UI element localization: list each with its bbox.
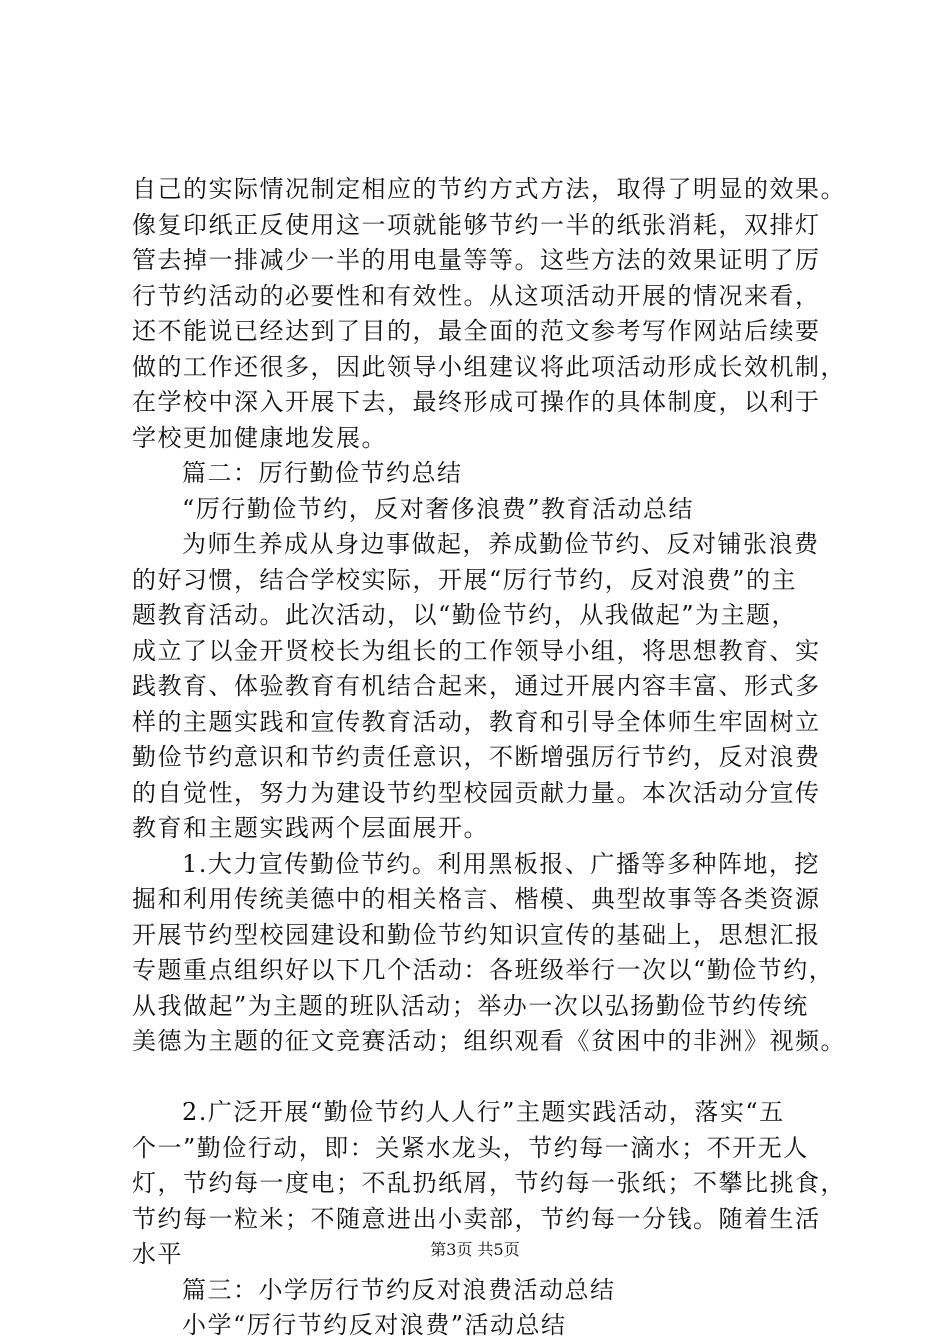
text-line: 专题重点组织好以下几个活动：各班级举行一次以“勤俭节约， [132,956,835,984]
text-line: 在学校中深入开展下去，最终形成可操作的具体制度，以利于 [132,388,821,416]
blank-line [132,1060,852,1096]
text-line: 2.广泛开展“勤俭节约人人行”主题实践活动，落实“五 [182,1098,785,1126]
page-footer: 第3页 共5页 [430,1240,520,1259]
text-line: 篇三：小学厉行节约反对浪费活动总结 [182,1275,616,1304]
text-line: 的自觉性，努力为建设节约型校园贡献力量。本次活动分宣传 [132,778,821,807]
text-line: 灯，节约每一度电；不乱扔纸屑，节约每一张纸；不攀比挑食， [132,1169,846,1197]
document-body [132,172,852,1344]
text-line: 掘和利用传统美德中的相关格言、楷模、典型故事等各类资源 [132,885,821,913]
text-line: 还不能说已经达到了目的，最全面的范文参考写作网站后续要 [132,317,821,345]
text-line: 从我做起”为主题的班队活动；举办一次以弘扬勤俭节约传统 [132,991,809,1020]
text-line: 学校更加健康地发展。 [132,423,387,452]
text-line: 个一”勤俭行动，即：关紧水龙头，节约每一滴水；不开无人 [132,1133,809,1162]
text-line: 水平 [132,1240,183,1268]
text-line: 题教育活动。此次活动，以“勤俭节约，从我做起”为主题， [132,601,798,629]
text-line: 像复印纸正反使用这一项就能够节约一半的纸张消耗，双排灯 [132,210,821,239]
text-line: 勤俭节约意识和节约责任意识，不断增强厉行节约，反对浪费 [132,743,821,771]
text-line: 管去掉一排减少一半的用电量等等。这些方法的效果证明了厉 [132,246,821,274]
text-line: 小学“厉行节约反对浪费”活动总结 [182,1311,567,1339]
text-line: 1.大力宣传勤俭节约。利用黑板报、广播等多种阵地，挖 [182,849,820,878]
text-line: “厉行勤俭节约，反对奢侈浪费”教育活动总结 [182,494,695,523]
text-line: 篇二：厉行勤俭节约总结 [182,459,463,487]
text-line: 行节约活动的必要性和有效性。从这项活动开展的情况来看， [132,281,821,310]
text-line: 节约每一粒米；不随意进出小卖部，节约每一分钱。随着生活 [132,1204,821,1233]
text-line: 自己的实际情况制定相应的节约方式方法，取得了明显的效果。 [132,175,846,203]
text-line: 美德为主题的征文竞赛活动；组织观看《贫困中的非洲》视频。 [132,1027,846,1055]
text-line: 成立了以金开贤校长为组长的工作领导小组，将思想教育、实 [132,636,821,665]
text-line: 的好习惯，结合学校实际，开展“厉行节约，反对浪费”的主 [132,565,798,594]
text-line: 做的工作还很多，因此领导小组建议将此项活动形成长效机制， [132,352,846,381]
text-line: 开展节约型校园建设和勤俭节约知识宣传的基础上，思想汇报 [132,920,821,949]
text-line: 样的主题实践和宣传教育活动，教育和引导全体师生牢固树立 [132,707,821,736]
text-line: 教育和主题实践两个层面展开。 [132,814,489,842]
text-line: 为师生养成从身边事做起，养成勤俭节约、反对铺张浪费 [182,530,820,558]
text-line: 践教育、体验教育有机结合起来，通过开展内容丰富、形式多 [132,672,821,700]
